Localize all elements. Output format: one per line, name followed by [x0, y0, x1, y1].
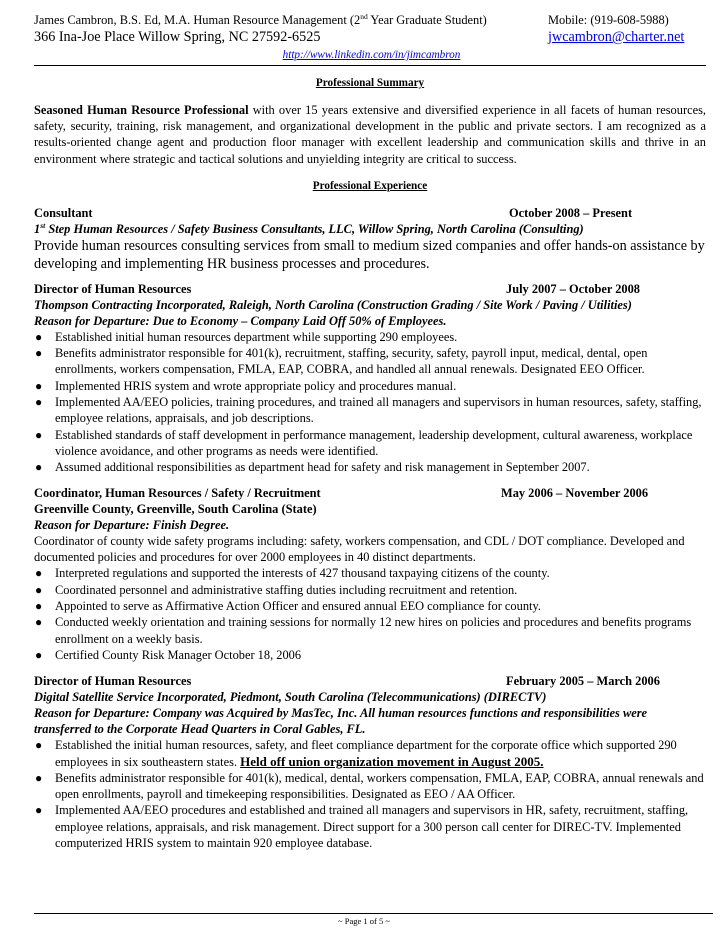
- address: 366 Ina-Joe Place Willow Spring, NC 27592-6525: [34, 29, 321, 45]
- job-dates: July 2007 – October 2008: [506, 281, 640, 296]
- job-company: Digital Satellite Service Incorporated, Piedmont, South Carolina (Telecommunications) (DIRECTV): [34, 690, 547, 705]
- bullet-dot-icon: ●: [35, 378, 43, 393]
- highlight-text: Held off union organization movement in August 2005.: [240, 753, 544, 769]
- job-header: [34, 485, 706, 501]
- job-dates: February 2005 – March 2006: [506, 674, 660, 689]
- bullet-dot-icon: ●: [35, 329, 43, 344]
- header-row-2: [34, 29, 706, 47]
- job-description: Coordinator of county wide safety programs including: safety, workers compensation, and CDL / DOT compliance. Developed and documented policies and procedures for over 2000 employees in 40 distinct departments.: [34, 534, 685, 565]
- bullet-dot-icon: ●: [35, 647, 43, 662]
- header-row-1: [34, 12, 706, 29]
- bullet-dot-icon: ●: [35, 615, 43, 630]
- list-item: ● Interpreted regulations and supported the interests of 427 thousand taxpaying citizens of the county.: [35, 566, 550, 581]
- summary-heading: Professional Summary: [315, 77, 425, 89]
- job-description: Provide human resources consulting services from small to medium sized companies and offer hands-on assistance by developing and implementing HR business processes and procedures.: [34, 237, 705, 272]
- list-item: ● Implemented HRIS system and wrote appropriate policy and procedures manual.: [35, 378, 457, 393]
- bullet-dot-icon: ●: [35, 427, 43, 442]
- experience-heading: Professional Experience: [312, 179, 428, 192]
- name-line: James Cambron, B.S. Ed, M.A. Human Resource Management (2nd Year Graduate Student): [34, 11, 487, 27]
- bullet-dot-icon: ●: [35, 738, 43, 753]
- job-company: 1st Step Human Resources / Safety Business Consultants, LLC, Willow Spring, North Carolina (Consulting): [34, 220, 584, 236]
- list-item: ● Established initial human resources department while supporting 290 employees.: [35, 329, 458, 344]
- email-link[interactable]: jwcambron@charter.net: [548, 29, 685, 45]
- job-title: Consultant: [34, 205, 93, 220]
- linkedin-row: [34, 46, 706, 62]
- job-dates: October 2008 – Present: [509, 205, 633, 220]
- list-item: ● Implemented AA/EEO procedures and established and trained all managers and supervisors in HR, safety, recruitment, staffing, employee relations, appraisals, and risk management. Direct support for a 300 person call center for DIREC-TV. Implemented computerized HRIS system to maintain 920 employee database.: [35, 803, 689, 851]
- list-item: ● Benefits administrator responsible for 401(k), recruitment, staffing, security, safety, payroll input, medical, dental, open enrollments, workers compensation, FMLA, EAP, COBRA, and handled all annual renewals. Designated EEO Officer.: [35, 346, 648, 377]
- summary-lead: Seasoned Human Resource Professional: [34, 103, 249, 117]
- job-title: Director of Human Resources: [34, 281, 192, 296]
- bullet-dot-icon: ●: [35, 803, 43, 818]
- bullet-dot-icon: ●: [35, 395, 43, 409]
- bullet-dot-icon: ●: [35, 566, 43, 581]
- bullet-dot-icon: ●: [35, 346, 43, 361]
- bullet-dot-icon: ●: [35, 770, 43, 785]
- job-title: Director of Human Resources: [34, 674, 192, 689]
- summary-text: Seasoned Human Resource Professional with over 15 years extensive and diversified experience in all facets of human resources, safety, security, training, risk management, and organizational development in the public and private sectors. I am recognized as a results-oriented change agent and production floor manager with excellent leadership and communication skills and thrive in an environment where strategic and tactical solutions and unyielding integrity are critical to success.: [34, 103, 706, 166]
- linkedin-link[interactable]: http://www.linkedin.com/in/jimcambron: [282, 49, 461, 61]
- job-reason: Reason for Departure: Finish Degree.: [34, 518, 230, 533]
- bullet-dot-icon: ●: [35, 460, 43, 475]
- bullet-dot-icon: ●: [35, 582, 43, 597]
- job-company: Thompson Contracting Incorporated, Raleigh, North Carolina (Construction Grading / Site Work / Paving / Utilities): [34, 297, 632, 312]
- job-thompson: [34, 281, 706, 476]
- list-item: ● Appointed to serve as Affirmative Action Officer and ensured annual EEO compliance for county.: [35, 599, 541, 614]
- page-number: ~ Page 1 of 5 ~: [338, 916, 390, 926]
- job-header: [34, 673, 706, 689]
- job-consultant: [34, 205, 706, 273]
- job-reason: Reason for Departure: Company was Acquired by MasTec, Inc. All human resources functions and responsibilities were transferred to the Corporate Head Quarters in Coral Gables, FL.: [34, 706, 648, 737]
- header-divider: [34, 65, 706, 66]
- list-item: ● Assumed additional responsibilities as department head for safety and risk management in September 2007.: [35, 460, 590, 475]
- job-bullets: [34, 737, 706, 851]
- job-greenville: [34, 485, 706, 663]
- job-title: Coordinator, Human Resources / Safety / Recruitment: [34, 486, 321, 501]
- footer-divider: [34, 913, 713, 914]
- list-item: ● Conducted weekly orientation and training sessions for normally 12 new hires on policies and procedures and benefits programs enrollment on a weekly basis.: [35, 615, 692, 646]
- resume-page: [34, 12, 706, 851]
- list-item: ● Implemented AA/EEO policies, training procedures, and trained all managers and supervisors in human resources, safety, staffing, employee relations, appraisals, and job descriptions.: [35, 395, 702, 426]
- bullet-dot-icon: ●: [35, 599, 43, 614]
- job-reason: Reason for Departure: Due to Economy – Company Laid Off 50% of Employees.: [34, 313, 447, 328]
- mobile-number: Mobile: (919-608-5988): [548, 13, 669, 27]
- list-item: ● Certified County Risk Manager October 18, 2006: [35, 647, 302, 662]
- job-bullets: [34, 565, 706, 663]
- job-dates: May 2006 – November 2006: [501, 486, 649, 501]
- job-header: [34, 205, 706, 221]
- list-item: ● Established the initial human resources, safety, and fleet compliance department for the corporate office which supported 290 employees in six southeastern states. Held off union organization movement in August 2005.: [35, 738, 677, 769]
- job-bullets: [34, 329, 706, 476]
- list-item: ● Coordinated personnel and administrative staffing duties including recruitment and retention.: [35, 582, 518, 597]
- job-header: [34, 281, 706, 297]
- list-item: ● Benefits administrator responsible for 401(k), medical, dental, workers compensation, FMLA, EAP, COBRA, annual renewals and open enrollments, payroll and timekeeping responsibilities. Designated as EEO / AA Officer.: [35, 770, 704, 802]
- job-company: Greenville County, Greenville, South Carolina (State): [34, 502, 317, 517]
- list-item: ● Established standards of staff development in performance management, leadership development, cultural awareness, workplace violence avoidance, and other programs as needs were identified.: [35, 427, 693, 458]
- job-digital-satellite: [34, 673, 706, 851]
